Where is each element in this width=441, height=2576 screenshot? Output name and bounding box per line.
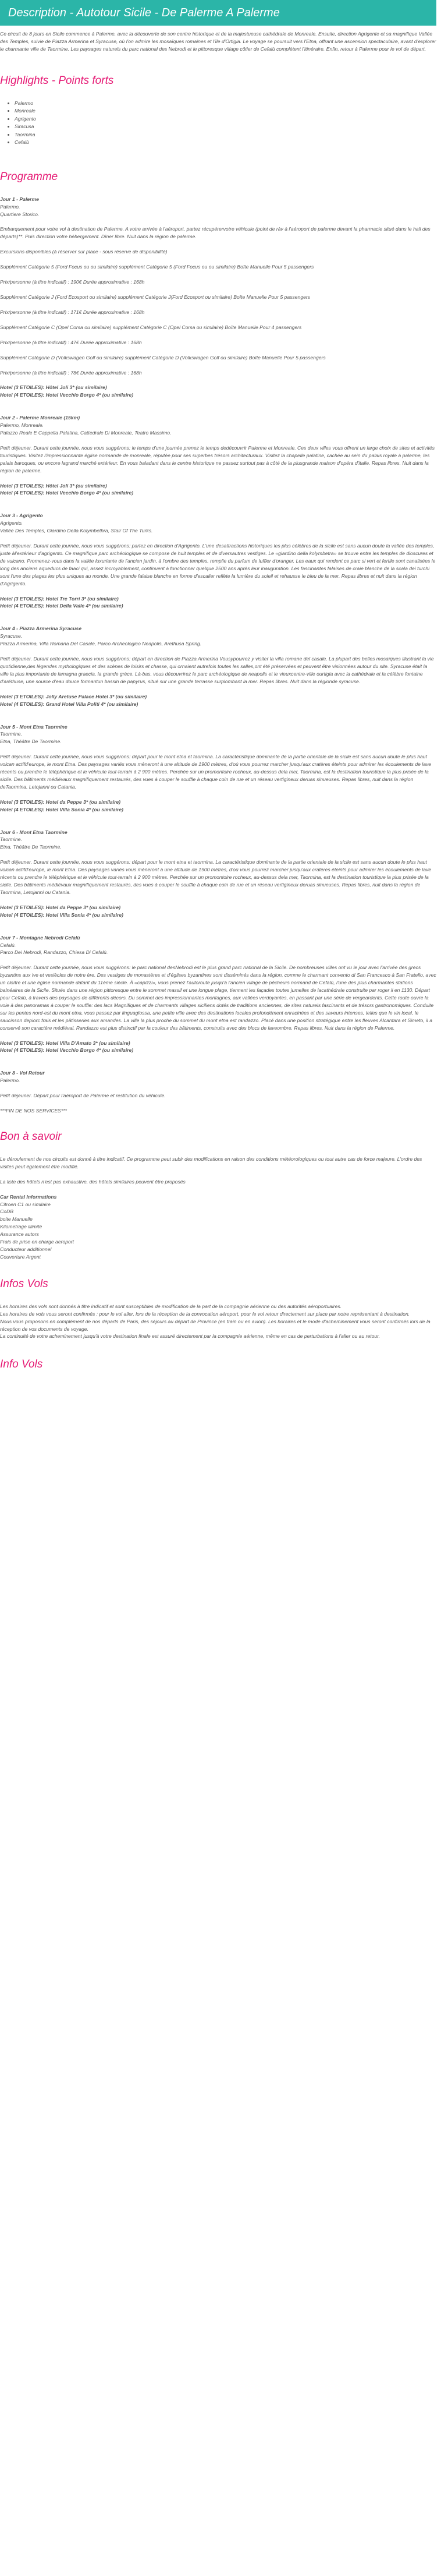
day-block (0, 414, 436, 497)
day-hotel: Hotel (4 ETOILES): Hotel Vecchio Borgo 4* (ou similaire) (0, 392, 134, 398)
day-hotel: Hotel (4 ETOILES): Grand Hotel Villa Politi 4* (ou similaire) (0, 701, 138, 707)
day-paragraph: Supplément Catégorie D (Volkswagen Golf ou similaire) supplément Catégorie D (Volkswagen Golf ou similaire) Boîte Manuelle Pour 5 passengers (0, 354, 326, 361)
day-location: Etna, Théâtre De Taormine. (0, 844, 62, 850)
page-title: Description - Autotour Sicile - De Palerme A Palerme (0, 0, 436, 26)
day-paragraph: Supplément Catégorie C (Opel Corsa ou similaire) supplément Catégorie C (Opel Corsa ou similaire) Boîte Manuelle Pour 4 passengers (0, 324, 302, 330)
car-rental-title: Car Rental Informations (0, 1193, 57, 1200)
day-title: Jour 3 - Agrigento (0, 513, 43, 519)
infos-vols-paragraph: La continuité de votre acheminement jusqu'à votre destination finale est assuré directement par la compagnie aérienne, même en cas de perturbations à l'aller ou au retour. (0, 1333, 380, 1340)
infos-vols-heading: Infos Vols (0, 1277, 48, 1290)
day-hotel: Hotel (4 ETOILES): Hotel Villa Sonia 4* (ou similaire) (0, 911, 124, 918)
day-paragraph: Petit déjeuner. Durant cette journée, nous vous suggérons: départ pour le mont etna et taormina. La caractéristique dominante de la partie orientale de la sicile est sans aucun doute le plus haut volcan actifd'europe, le mont Etna. Des paysages variés vous mèneront à une altitude de 1900 mètres, d'où vous pourrez marcher jusqu'aux cratères éteints pour admirer les écoulements de lave récents ou prendre le téléphérique et le véhicule tout-terrain à 2 900 mètres. Perchée sur un promontoire rocheux, au-dessus dela mer, Taormina, est la destination touristique la plus prisée de la sicile. Des bâtiments médiévaux magnifiquement restaurés, des vues à couper le souffle à chaque coin de rue et un réseau vertigineux deruas sinueuses. Repas libres, nuit dans la région de Taormina, Letojanni ou Catania. (0, 859, 432, 895)
highlight-item: • Taormina (15, 131, 436, 139)
day-hotel: Hotel (3 ETOILES): Hotel Villa D'Amato 3* (ou similaire) (0, 1040, 130, 1046)
day-location: Quartiere Storico. (0, 211, 40, 217)
day-paragraph: Embarquement pour votre vol à destination de Palerme. A votre arrivée à l'aéroport, partez récupérervotre véhicule (point de ràv à l'aéroport de palerme devant la pharmacie situé dans le hall des départs)**. Puis direction votre hébergement. Dîner libre. Nuit dans la région de palerme. (0, 226, 431, 240)
day-location: Vallée Des Temples, Giardino Della Kolymbethra, Stair Of The Turks. (0, 528, 153, 534)
day-hotel: Hotel (4 ETOILES): Hotel Villa Sonia 4* (ou similaire) (0, 806, 124, 812)
day-hotel: Hotel (3 ETOILES): Hotel da Peppe 3* (ou similaire) (0, 798, 121, 805)
bon-a-savoir-paragraph: Le déroulement de nos circuits est donné à titre indicatif. Ce programme peut subir des modifications en raison des conditions météorologiques ou tout autre cas de force majeure. L'ordre des visites peut également être modifié. (0, 1156, 422, 1169)
day-hotel: Hotel (4 ETOILES): Hotel Vecchio Borgo 4* (ou similaire) (0, 490, 134, 496)
day-hotel: Hotel (4 ETOILES): Hotel Vecchio Borgo 4* (ou similaire) (0, 1047, 134, 1054)
programme-days (0, 196, 436, 1115)
day-hotel: Hotel (3 ETOILES): Hôtel Joli 3* (ou similaire) (0, 482, 107, 489)
car-rental-list (0, 1201, 436, 1261)
day-block (0, 1069, 436, 1115)
day-location: Taormine. (0, 731, 22, 737)
day-hotel: Hotel (3 ETOILES): Jolly Aretuse Palace Hotel 3* (ou similaire) (0, 693, 147, 699)
day-title: Jour 7 - Montagne Nebrodi Cefalù (0, 934, 80, 941)
info-vols-heading: Info Vols (0, 1358, 43, 1371)
day-title: Jour 4 - Piazza Armerina Syracuse (0, 626, 82, 632)
car-rental-item: Kilometrage illimité (0, 1224, 42, 1230)
day-paragraph: Petit déjeuner. Durant cette journée, nous vous suggérons: départ pour le mont etna et taormina. La caractéristique dominante de la partie orientale de la sicile est sans aucun doute le plus haut volcan actifd'europe, le mont Etna. Des paysages variés vous mèneront à une altitude de 1900 mètres, d'où vous pourrez marcher jusqu'aux cratères éteints pour admirer les écoulements de lave récents ou prendre le téléphérique et le véhicule tout-terrain à 2 900 mètres. Perchée sur un promontoire rocheux, au-dessus dela mer, Taormina, est la destination touristique la plus prisée de la sicile. Des bâtiments médiévaux magnifiquement restaurés, des vues à couper le souffle à chaque coin de rue et un réseau vertigineux deruas sinueuses. Repas libres, nuit dans la région deTaormina, Letojanni ou Catania. (0, 754, 432, 790)
highlight-item: • Agrigento (15, 115, 436, 123)
infos-vols-paragraph: Les horaires des vols sont donnés à titre indicatif et sont susceptibles de modification de la part de la compagnie aérienne ou des autorités aéroportuaires. (0, 1303, 342, 1309)
day-location: Palermo, Monreale. (0, 422, 44, 429)
day-paragraph: Petit déjeuner. Durant cette journée, nous vous suggérons: partez en direction d'Agrigento. L'une desattractions historiques les plus célèbres de la sicile est sans aucun doute la vallée des temples, juste àl'extérieur d'agrigento. Ce magnifique parc archéologique se compose de huit temples et de diversautres vestiges. Le «giardino della kolymbetra» se trouve entre les temples de dioscures et de vulcano. Promenez-vous dans la vallée luxuriante de l'ancien jardin, à l'ombre des temples, remplie du parfum de luffier d'oranger. Les eaux qui rendent ce parc si vert et fertile sont canalisées le long des anciens aqueducs de faaci qui, assez incroyablement, continuent à fonctionner quelque 2500 ans après leur inauguration. Les fascinantes falaises de craie blanche de la scala dei turchi sont l'une des plages les plus uniques au monde. Une grande falaise blanche en forme d'escalier reflète la lumière du soleil et rehausse le bleu de la mer. Repas libres et nuit dans la région d'Agrigento. (0, 543, 436, 586)
day-paragraph: Petit déjeuner. Durant cette journée, nous vous suggérons: départ en direction de Piazza Armerina Vousypourrez y visiter la villa romane del casale. La plupart des belles mosaïques illustrant la vie quotidienne,des légendes mythologiques et des scènes de loisirs et chasse, qui ornaient autrefois toutes les salles,ont été préservées et peuvent être visionnées autour du site. Syracuse était la ville la plus importante de lamagna graecia, la grande grèce. Là-bas, vous découvrirez le parc archéologique de neapolis et le vieuxcentre-ville ourtigia avec la cathédrale et la célèbre fontaine d'aréthuse, une source d'eau douce formantun bassin de papyrus, situé sur une grande terrasse surplombant la mer. Repas libres. Nuit dans la régionde syracuse. (0, 656, 434, 684)
day-paragraph: Supplément Catégorie J (Ford Ecosport ou similaire) supplément Catégorie J(Ford Ecosport ou similaire) Boîte Manuelle Pour 5 passengers (0, 294, 311, 300)
highlight-item: • Monreale (15, 107, 436, 115)
day-location: Palermo. (0, 1077, 20, 1084)
bon-a-savoir-heading: Bon à savoir (0, 1130, 62, 1143)
car-rental-item: Couverture Argent (0, 1253, 41, 1260)
day-paragraph: Petit déjeuner. Durant cette journée, nous vous suggérons: le temps d'une journée prenez le temps dedécouvrir Palerme et Monreale. Ces deux villes vous offrent un large choix de sites et activités touristiques. Visitez l'impressionnante église normande de monreale, réputée pour ses superbes trésors architecturaux. Visitez la chapelle palatine, cachée au sein du palais royale à palerme, les palais baroques, ou encore lagrand marché extérieur. En vous baladant dans le centre historique ne passez surtout pas à côté de la plusgrande maison d'opéra d'italie. Repas libres. Nuit dans la région de palerme. (0, 444, 435, 473)
day-paragraph: Excursions disponibles (à réserver sur place - sous réserve de disponibilité) (0, 249, 168, 255)
day-location: Piazza Armerina, Villa Romana Del Casale, Parco Archeologico Neapolis, Arethusa Spring. (0, 641, 202, 647)
day-location: Agrigento. (0, 520, 23, 526)
infos-vols-section (0, 1303, 436, 1341)
day-paragraph: Petit déjeuner. Départ pour l'aéroport de Palerme et restitution du véhicule. (0, 1093, 166, 1099)
car-rental-item: Citroen C1 ou similaire (0, 1201, 51, 1207)
highlight-item: • Palermo (15, 100, 436, 108)
car-rental-item: Conducteur additionnel (0, 1246, 52, 1252)
highlights-list (0, 100, 436, 147)
highlight-item: • Siracusa (15, 123, 436, 131)
infos-vols-paragraph: Nous vous proposons en complément de nos départs de Paris, des séjours au départ de Province (en train ou en avion). Les horaires et le mode d'acheminement vous seront confirmés lors de la réception de vos documents de voyage. (0, 1318, 431, 1332)
day-block (0, 934, 436, 1055)
day-location: Parco Dei Nebrodi, Randazzo, Chiesa Di Cefalù. (0, 949, 108, 956)
day-paragraph: Prix/personne (à titre indicatif) : 47€ Durée approximative : 168h (0, 339, 142, 345)
bon-a-savoir-paragraph: La liste des hôtels n'est pas exhaustive, des hôtels similaires peuvent être proposés (0, 1178, 186, 1185)
day-title: Jour 5 - Mont Etna Taormine (0, 723, 67, 730)
day-location: Cefalù. (0, 942, 16, 948)
day-title: Jour 1 - Palerme (0, 196, 39, 202)
car-rental-item: boite Manuelle (0, 1216, 33, 1222)
day-block (0, 829, 436, 919)
day-hotel: Hotel (3 ETOILES): Hotel da Peppe 3* (ou similaire) (0, 904, 121, 910)
day-hotel: Hotel (4 ETOILES): Hotel Della Valle 4* (ou similaire) (0, 603, 123, 609)
day-location: Etna, Théâtre De Taormine. (0, 738, 62, 745)
intro-paragraph: Ce circuit de 8 jours en Sicile commence à Palerme, avec la découverte de son centre historique et de la majestueuse cathédrale de Monreale. Ensuite, direction Agrigente et sa magnifique Vallée des Temples, suivie de Piazza Armerina et Syracuse, où l'on admire les mosaïques romaines et l'île d'Ortigia. Le voyage se poursuit vers l'Etna, offrant une ascension spectaculaire, avant d'explorer le charmante ville de Taormine. Les paysages naturels du parc national des Nebrodi et le pittoresque village côtier de Cefalù complètent l'itinéraire. Enfin, retour à Palerme pour le vol de départ. (0, 31, 436, 52)
day-title: Jour 6 - Mont Etna Taormine (0, 829, 67, 835)
day-paragraph: ***FIN DE NOS SERVICES*** (0, 1108, 67, 1114)
car-rental-item: Assurance autors (0, 1231, 39, 1238)
infos-vols-paragraph: Les horaires de vols vous seront confirmés : pour le vol aller, lors de la réception de la convocation aéroport, pour le vol retour directement sur place par notre représentant à destination. (0, 1310, 410, 1317)
day-title: Jour 8 - Vol Retour (0, 1070, 45, 1076)
day-block (0, 625, 436, 708)
day-location: Syracuse. (0, 633, 23, 639)
day-location: Palazzo Reale E Cappella Palatina, Cattedrale Di Monreale, Teatro Massimo. (0, 430, 172, 436)
bon-a-savoir-section (0, 1156, 436, 1261)
day-block (0, 196, 436, 400)
car-rental-item: Frais de prise en charge aeroport (0, 1239, 74, 1245)
day-hotel: Hotel (3 ETOILES): Hôtel Joli 3* (ou similaire) (0, 384, 107, 391)
day-paragraph: Prix/personne (à titre indicatif) : 190€ Durée approximative : 168h (0, 279, 145, 285)
day-paragraph: Petit déjeuner. Durant cette journée, nous vous suggérons: le parc national desNebrodi est le plus grand parc national de la Sicile. De nombreuses villes ont vu le jour avec l'arrivée des grecs byzantins aux ive et vesiècles de notre ère. Des vestiges de monastères et d'églises byzantines sont disséminés dans la région, comme le charmant convento di San Francesco à San Fratello, avec un cloître et une église normande datant du 11ème siècle. À «capizzi», vous prenez l'autoroute jusqu'à l'ancien village de pêcheurs normand de Cefalù, l'une des plus charmantes stations balnéaires de la Sicile. Situés dans une région pittoresque entre le sommet massif et une longue plage, tiennent les façades toutes jumelles de lacathédrale construite par roger ii en 1130. Départ pour Cefalù, à travers des paysages de différents décors. Du sommet des impressionnantes montagnes, aux vallées verdoyantes, en passant par une série de vergeardents. Cette route ouvre la voie à des panoramas à couper le souffle: des lacs Magnifiques et de charmants villages siciliens dotés de traditions anciennes, de sites naturels fascinants et de trésors gastronomiques. Conduite sur les pentes nord-est du mont etna, vous passez par linguaglossa, une petite ville avec des destinations locales profondément enracinées et des saveurs intenses, telles que le vin local, le saucisson depiorc frais et les pâtisseries aux amandes. La ville la plus proche du sommet du mont etna est randazzo. Placé dans une position stratégique entre les fleuves Alcantara et Simeto, il a conservé son caractère médiéval. Randazzo est plus distinctif par la couleur des bâtiments, construits avec des blocs de laveombre. Repas libres. Nuit dans la région de Palerme. (0, 964, 436, 1031)
day-block (0, 512, 436, 610)
day-location: Taormine. (0, 836, 22, 843)
day-paragraph: Prix/personne (à titre indicatif) : 171€ Durée approximative : 168h (0, 309, 145, 315)
day-hotel: Hotel (3 ETOILES): Hotel Tre Torri 3* (ou similaire) (0, 595, 119, 602)
programme-heading: Programme (0, 170, 58, 183)
day-location: Palermo. (0, 203, 20, 210)
car-rental-item: CoDB (0, 1209, 13, 1215)
highlights-heading: Highlights - Points forts (0, 74, 114, 87)
day-block (0, 723, 436, 814)
day-paragraph: Supplément Catégorie 5 (Ford Focus ou ou similaire) supplément Catégorie 5 (Ford Focus ou ou similaire) Boîte Manuelle Pour 5 passengers (0, 264, 314, 270)
day-title: Jour 2 - Palerme Monreale (15km) (0, 415, 80, 421)
day-paragraph: Prix/personne (à titre indicatif) : 78€ Durée approximative : 168h (0, 369, 142, 376)
highlight-item: • Cefalù (15, 139, 436, 147)
